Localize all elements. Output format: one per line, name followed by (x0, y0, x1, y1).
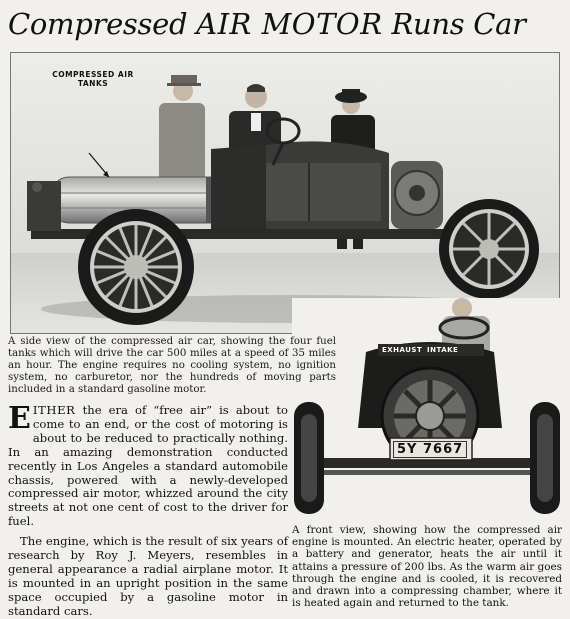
lead-caps: ITHER (32, 403, 76, 417)
paragraph-1-text: the era of “free air” is about to come to an end, or the cost of motoring is about to be reduced to practically nothing. In an amazing demonstration conducted recently in Los Angeles a standard automobile chassis, powered with a newly-developed compressed air motor, whizzed around the city streets at not one cent of cost to the driver for fuel. (8, 403, 288, 529)
exhaust-label: EXHAUST (382, 346, 423, 354)
headline-part-3: Runs Car (382, 7, 526, 41)
article-body (8, 401, 288, 618)
headline-part-2: AIR MOTOR (196, 7, 383, 41)
front-view-photo (292, 298, 566, 520)
front-view-caption: A front view, showing how the compressed air engine is mounted. An electric heater, operated by a battery and generator, heats the air until it attains a pressure of 200 lbs. As the warm air goes through the engine and is cooled, it is recovered and drawn into a compressing chamber, where it is heated again and returned to the tank. (292, 524, 562, 610)
side-view-photo (10, 52, 560, 334)
side-view-illustration (11, 53, 559, 333)
side-view-caption: A side view of the compressed air car, showing the four fuel tanks which will drive the car 500 miles at a speed of 35 miles an hour. The engine requires no cooling system, no ignition system, no carburetor, nor the hundreds of moving parts included in a standard gasoline motor. (8, 336, 336, 395)
article-paragraph-1 (8, 401, 288, 529)
rear-wheel (439, 199, 539, 299)
article-paragraph-2: The engine, which is the result of six years of research by Roy J. Meyers, resembles in general appearance a radial airplane motor. It is mounted in an upright position in the same space occupied by a gasoline motor in standard cars. (8, 534, 288, 618)
front-wheel (78, 209, 194, 325)
intake-label: INTAKE (427, 346, 459, 354)
license-plate: 5Y 7667 (393, 441, 467, 458)
drop-cap: E (8, 401, 31, 436)
headline-part-1: Compressed (8, 7, 197, 41)
front-view-illustration (292, 298, 566, 520)
compressed-air-tanks-label: COMPRESSED AIR TANKS (52, 70, 134, 88)
headline (8, 4, 564, 44)
